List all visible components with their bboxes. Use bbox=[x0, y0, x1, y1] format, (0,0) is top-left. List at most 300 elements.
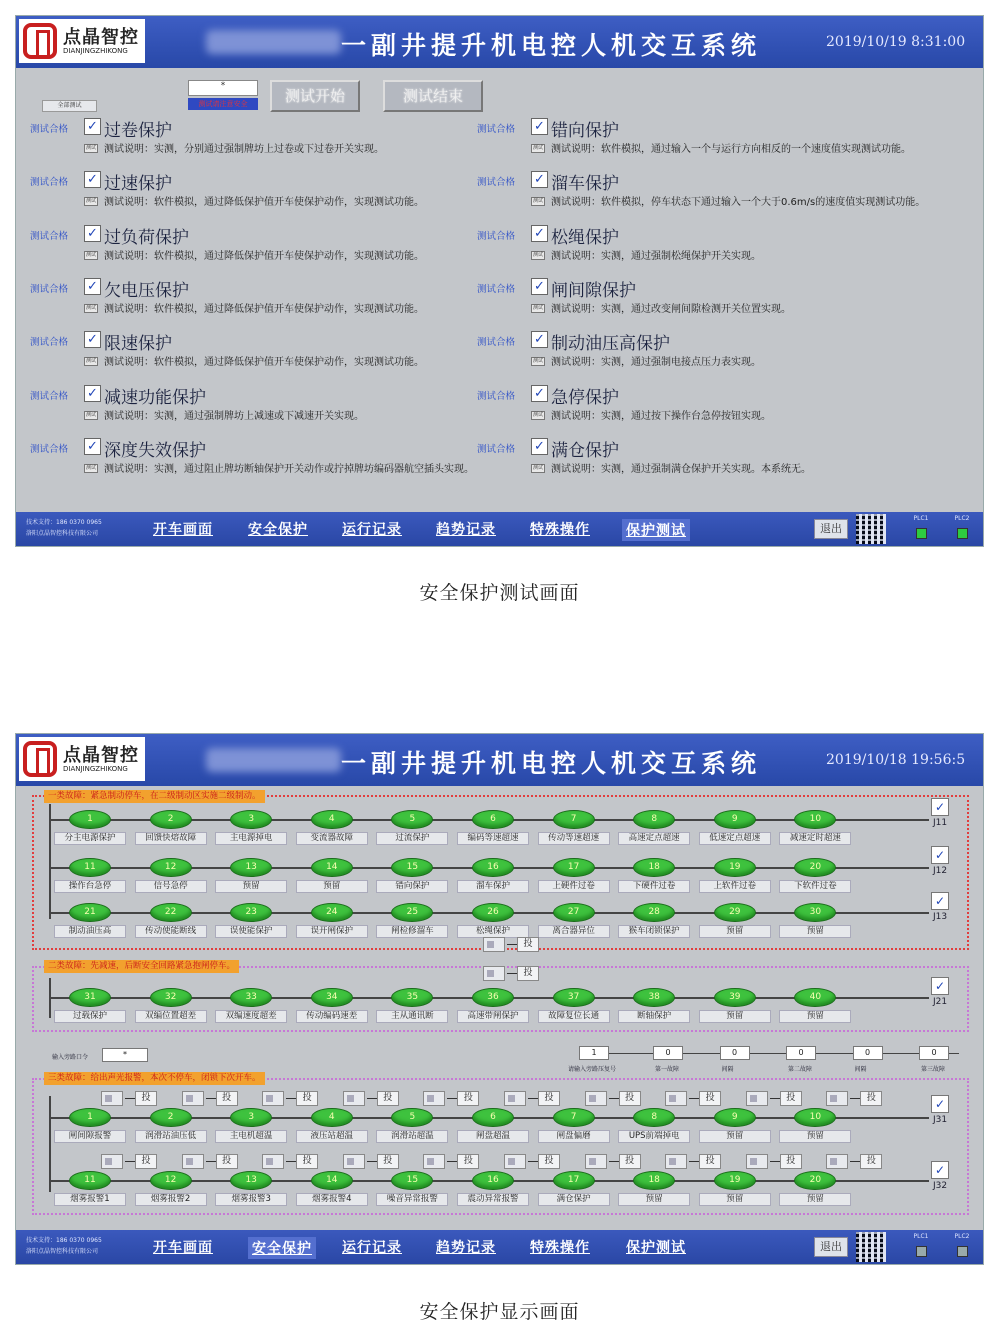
test-description: 测试说明：实测，分别通过强制牌坊上过卷或下过卷开关实现。 bbox=[104, 144, 384, 155]
fault-label: 预留 bbox=[699, 925, 771, 938]
fault-indicator-lamp: 30 bbox=[794, 903, 836, 922]
test-description: 测试说明：软件模拟，停车状态下通过输入一个大于0.6m/s的速度值实现测试功能。 bbox=[551, 197, 926, 209]
fault-indicator-lamp: 17 bbox=[553, 1171, 595, 1190]
fault-indicator-lamp: 4 bbox=[311, 810, 353, 829]
toggle-switch-icon bbox=[423, 1154, 445, 1169]
fault-label: 噪音异常报警 bbox=[376, 1193, 448, 1206]
test-checkbox[interactable]: ✓ bbox=[84, 225, 101, 242]
fault-indicator-lamp: 5 bbox=[391, 1108, 433, 1127]
fault-indicator-lamp: 22 bbox=[150, 903, 192, 922]
fault-indicator-lamp: 6 bbox=[472, 810, 514, 829]
relay-check-box[interactable] bbox=[929, 1161, 951, 1197]
fault-indicator-lamp: 32 bbox=[150, 988, 192, 1007]
protection-test-item bbox=[30, 436, 480, 486]
protection-test-item bbox=[477, 116, 927, 166]
test-pass-status: 测试合格 bbox=[477, 283, 516, 295]
bypass-toggle[interactable] bbox=[423, 1091, 479, 1106]
bypass-toggle[interactable] bbox=[182, 1091, 238, 1106]
fault-node bbox=[211, 858, 291, 898]
relay-check-box[interactable] bbox=[929, 798, 951, 834]
bypass-toggle[interactable] bbox=[483, 937, 539, 952]
fault-node bbox=[50, 858, 130, 898]
fault-indicator-lamp: 9 bbox=[714, 1108, 756, 1127]
test-end-button[interactable]: 测试结束 bbox=[383, 80, 483, 112]
bypass-toggle[interactable] bbox=[746, 1091, 802, 1106]
fault-node bbox=[372, 858, 452, 898]
exit-button[interactable]: 退出 bbox=[814, 1237, 848, 1257]
single-test-button[interactable]: 测试 bbox=[532, 358, 543, 365]
test-description: 测试说明：软件模拟，通过降低保护值开车使保护动作，实现测试功能。 bbox=[104, 250, 424, 262]
fault-indicator-lamp: 8 bbox=[633, 810, 675, 829]
toggle-label: 投 bbox=[699, 1091, 721, 1106]
fault-label: 高速定点超速 bbox=[618, 832, 690, 845]
fault-label: 传动编码速差 bbox=[296, 1010, 368, 1023]
fault-label: 预留 bbox=[779, 1193, 851, 1206]
fault-node bbox=[131, 1108, 211, 1148]
toggle-connector bbox=[850, 1161, 860, 1162]
footer-nav bbox=[16, 1230, 983, 1264]
fault-node bbox=[292, 988, 372, 1028]
redacted-mine-name bbox=[206, 30, 341, 54]
test-checkbox[interactable]: ✓ bbox=[84, 331, 101, 348]
bypass-password-label: 输入旁路口令 bbox=[52, 1054, 89, 1061]
bypass-toggle[interactable] bbox=[483, 966, 539, 981]
protection-name: 闸间隙保护 bbox=[551, 280, 636, 301]
fault-label: 烟雾报警2 bbox=[135, 1193, 207, 1206]
fault-node bbox=[775, 1108, 855, 1148]
fault-indicator-lamp: 28 bbox=[633, 903, 675, 922]
toggle-label: 投 bbox=[517, 966, 539, 981]
bypass-toggle[interactable] bbox=[262, 1154, 318, 1169]
test-pass-status: 测试合格 bbox=[30, 337, 69, 349]
logo-text: 点晶智控 bbox=[63, 27, 139, 48]
fault-node bbox=[50, 903, 130, 943]
fault-indicator-lamp: 1 bbox=[69, 1108, 111, 1127]
protection-test-item bbox=[477, 276, 927, 326]
fault-indicator-lamp: 29 bbox=[714, 903, 756, 922]
protection-name: 满仓保护 bbox=[551, 440, 619, 461]
toggle-switch-icon bbox=[504, 1154, 526, 1169]
bypass-toggle[interactable] bbox=[826, 1154, 882, 1169]
fault-node bbox=[50, 1171, 130, 1211]
protection-test-item bbox=[30, 169, 480, 219]
test-checkbox[interactable]: ✓ bbox=[84, 385, 101, 402]
fault-indicator-lamp: 16 bbox=[472, 1171, 514, 1190]
toggle-label: 投 bbox=[860, 1091, 882, 1106]
test-description: 测试说明：实测，通过按下操作台急停按钮实现。 bbox=[551, 410, 771, 422]
fault-label: 松绳保护 bbox=[457, 925, 529, 938]
protection-test-item bbox=[30, 276, 480, 326]
password-input[interactable]: * bbox=[188, 80, 258, 96]
fault-label: 预留 bbox=[699, 1010, 771, 1023]
fault-node bbox=[695, 903, 775, 943]
fault-label: 下软件过卷 bbox=[779, 880, 851, 893]
single-test-button[interactable]: 测试 bbox=[532, 145, 543, 151]
fault-node bbox=[695, 858, 775, 898]
nav-special-operation[interactable]: 特殊操作 bbox=[530, 1240, 590, 1256]
nav-safety-protection[interactable]: 安全保护 bbox=[248, 522, 308, 538]
all-test-button[interactable]: 全部测试 bbox=[42, 100, 97, 112]
fault-node bbox=[453, 1108, 533, 1148]
bypass-toggle[interactable] bbox=[343, 1154, 399, 1169]
fault-indicator-lamp: 9 bbox=[714, 810, 756, 829]
fault-node bbox=[695, 1171, 775, 1211]
toggle-connector bbox=[528, 1161, 538, 1162]
toggle-label: 投 bbox=[517, 937, 539, 952]
fault-node bbox=[372, 903, 452, 943]
toggle-connector bbox=[125, 1161, 135, 1162]
fault-indicator-lamp: 19 bbox=[714, 858, 756, 877]
company-logo bbox=[19, 19, 145, 63]
single-test-button[interactable]: 测试 bbox=[85, 251, 96, 258]
relay-check-box[interactable] bbox=[929, 1095, 951, 1131]
single-test-button[interactable]: 测试 bbox=[85, 304, 96, 311]
fault-count-label: 间隔 bbox=[721, 1066, 734, 1073]
check-icon: ✓ bbox=[931, 846, 949, 864]
fault-label: 故障复位长通 bbox=[538, 1010, 610, 1023]
fault-indicator-lamp: 15 bbox=[391, 1171, 433, 1190]
test-checkbox[interactable]: ✓ bbox=[84, 438, 101, 455]
bypass-toggle[interactable] bbox=[504, 1091, 560, 1106]
relay-check-box[interactable] bbox=[929, 846, 951, 882]
test-checkbox[interactable]: ✓ bbox=[531, 225, 548, 242]
fault-node bbox=[614, 810, 694, 850]
nav-protection-test[interactable]: 保护测试 bbox=[626, 1240, 686, 1256]
single-test-button[interactable]: 测试 bbox=[85, 464, 96, 471]
fault-indicator-lamp: 13 bbox=[230, 1171, 272, 1190]
footer-nav bbox=[16, 512, 983, 546]
fault-node bbox=[534, 858, 614, 898]
fault-label: 低速定点超速 bbox=[699, 832, 771, 845]
fault-indicator-lamp: 19 bbox=[714, 1171, 756, 1190]
company-logo bbox=[19, 737, 145, 781]
fault-indicator-lamp: 31 bbox=[69, 988, 111, 1007]
test-checkbox[interactable]: ✓ bbox=[84, 118, 101, 135]
bypass-toggle[interactable] bbox=[746, 1154, 802, 1169]
protection-name: 制动油压高保护 bbox=[551, 334, 670, 355]
fault-node bbox=[614, 903, 694, 943]
fault-node bbox=[453, 810, 533, 850]
toggle-label: 投 bbox=[135, 1154, 157, 1169]
fault-label: 溜车保护 bbox=[457, 880, 529, 893]
caption-test-screen: 安全保护测试画面 bbox=[419, 582, 580, 604]
check-icon: ✓ bbox=[931, 977, 949, 995]
logo-text: 点晶智控 bbox=[63, 745, 139, 766]
test-description: 测试说明：实测，通过强制电接点压力表实现。 bbox=[551, 357, 761, 369]
qr-code-icon bbox=[856, 514, 886, 544]
protection-test-item bbox=[30, 383, 480, 433]
fault-indicator-lamp: 20 bbox=[794, 1171, 836, 1190]
nav-trend-records[interactable]: 趋势记录 bbox=[436, 1240, 496, 1256]
toggle-connector bbox=[367, 1098, 377, 1099]
toggle-label: 投 bbox=[216, 1154, 238, 1169]
fault-indicator-lamp: 11 bbox=[69, 1171, 111, 1190]
toggle-switch-icon bbox=[483, 937, 505, 952]
test-pass-status: 测试合格 bbox=[477, 124, 516, 135]
page-title: 一副井提升机电控人机交互系统 bbox=[341, 749, 762, 778]
single-test-button[interactable]: 测试 bbox=[85, 145, 96, 151]
fault-node bbox=[534, 1171, 614, 1211]
header-bar bbox=[16, 734, 983, 786]
fault-indicator-lamp: 15 bbox=[391, 858, 433, 877]
nav-drive-screen[interactable]: 开车画面 bbox=[153, 522, 213, 538]
fault-label: 双编位置超差 bbox=[135, 1010, 207, 1023]
bypass-toggle[interactable] bbox=[101, 1154, 157, 1169]
toggle-label: 投 bbox=[538, 1154, 560, 1169]
toggle-switch-icon bbox=[746, 1154, 768, 1169]
test-description: 测试说明：实测，通过强制松绳保护开关实现。 bbox=[551, 250, 761, 262]
fault-label: 信号急停 bbox=[135, 880, 207, 893]
fault-label: 闸间隙报警 bbox=[54, 1130, 126, 1143]
test-start-button[interactable]: 测试开始 bbox=[270, 80, 360, 112]
fault-node bbox=[614, 988, 694, 1028]
test-checkbox[interactable]: ✓ bbox=[84, 171, 101, 188]
fault-label: 下硬件过卷 bbox=[618, 880, 690, 893]
fault-node bbox=[775, 858, 855, 898]
relay-check-box[interactable] bbox=[929, 892, 951, 928]
fault-indicator-lamp: 14 bbox=[311, 1171, 353, 1190]
fault-label: 闸盘超温 bbox=[457, 1130, 529, 1143]
bypass-toggle[interactable] bbox=[182, 1154, 238, 1169]
single-test-button[interactable]: 测试 bbox=[532, 251, 543, 258]
toggle-connector bbox=[206, 1161, 216, 1162]
fault-node bbox=[292, 1108, 372, 1148]
fault-indicator-lamp: 2 bbox=[150, 1108, 192, 1127]
page-title: 一副井提升机电控人机交互系统 bbox=[341, 31, 762, 60]
toggle-label: 投 bbox=[780, 1091, 802, 1106]
toggle-switch-icon bbox=[182, 1091, 204, 1106]
test-description: 测试说明：软件模拟，通过降低保护值开车使保护动作，实现测试功能。 bbox=[104, 197, 424, 209]
single-test-button[interactable]: 测试 bbox=[85, 358, 96, 365]
fault-label: 误开闸保护 bbox=[296, 925, 368, 938]
test-checkbox[interactable]: ✓ bbox=[531, 278, 548, 295]
test-checkbox[interactable]: ✓ bbox=[84, 278, 101, 295]
fault-indicator-lamp: 7 bbox=[553, 810, 595, 829]
fault-node bbox=[131, 858, 211, 898]
fault-label: 传动使能断线 bbox=[135, 925, 207, 938]
fault-node bbox=[50, 810, 130, 850]
protection-test-item bbox=[477, 169, 927, 219]
test-pass-status: 测试合格 bbox=[477, 177, 516, 189]
protection-name: 松绳保护 bbox=[551, 227, 619, 248]
toggle-switch-icon bbox=[483, 966, 505, 981]
relay-label: J11 bbox=[932, 818, 948, 828]
nav-drive-screen[interactable]: 开车画面 bbox=[153, 1240, 213, 1256]
toggle-label: 投 bbox=[377, 1154, 399, 1169]
fault-label: 预留 bbox=[215, 880, 287, 893]
fault-node bbox=[534, 988, 614, 1028]
single-test-button[interactable]: 测试 bbox=[532, 198, 543, 205]
caption-display-screen: 安全保护显示画面 bbox=[419, 1301, 580, 1323]
protection-test-item bbox=[477, 223, 927, 273]
relay-label: J32 bbox=[932, 1181, 948, 1191]
fault-label: 烟雾报警4 bbox=[296, 1193, 368, 1206]
toggle-connector bbox=[367, 1161, 377, 1162]
fault-label: 离合器异位 bbox=[538, 925, 610, 938]
toggle-label: 投 bbox=[860, 1154, 882, 1169]
toggle-label: 投 bbox=[216, 1091, 238, 1106]
nav-special-operation[interactable]: 特殊操作 bbox=[530, 522, 590, 538]
fault-count-label: 第三故障 bbox=[921, 1066, 946, 1073]
fault-indicator-lamp: 14 bbox=[311, 858, 353, 877]
relay-label: J21 bbox=[932, 997, 948, 1007]
nav-run-records[interactable]: 运行记录 bbox=[342, 1240, 402, 1256]
fault-label: 误使能保护 bbox=[215, 925, 287, 938]
relay-label: J31 bbox=[932, 1115, 948, 1125]
fault-label: 润滑站油压低 bbox=[135, 1130, 207, 1143]
toggle-label: 投 bbox=[135, 1091, 157, 1106]
fault-indicator-lamp: 12 bbox=[150, 1171, 192, 1190]
fault-indicator-lamp: 25 bbox=[391, 903, 433, 922]
toggle-connector bbox=[770, 1098, 780, 1099]
bypass-toggle[interactable] bbox=[504, 1154, 560, 1169]
test-checkbox[interactable]: ✓ bbox=[531, 331, 548, 348]
toggle-switch-icon bbox=[343, 1091, 365, 1106]
fault-node bbox=[775, 903, 855, 943]
single-test-button[interactable]: 测试 bbox=[532, 464, 543, 471]
bypass-toggle[interactable] bbox=[665, 1091, 721, 1106]
fault-indicator-lamp: 10 bbox=[794, 1108, 836, 1127]
test-checkbox[interactable]: ✓ bbox=[531, 171, 548, 188]
toggle-switch-icon bbox=[262, 1091, 284, 1106]
protection-name: 减速功能保护 bbox=[104, 387, 206, 408]
fault-label: 双编速度超差 bbox=[215, 1010, 287, 1023]
bypass-toggle[interactable] bbox=[826, 1091, 882, 1106]
test-pass-status: 测试合格 bbox=[477, 337, 516, 349]
bypass-toggle[interactable] bbox=[423, 1154, 479, 1169]
plc2-status: PLC2 bbox=[949, 1233, 975, 1257]
test-checkbox[interactable]: ✓ bbox=[531, 118, 548, 135]
logo-mark-icon bbox=[23, 741, 57, 777]
bypass-toggle[interactable] bbox=[262, 1091, 318, 1106]
protection-name: 错向保护 bbox=[551, 121, 619, 141]
test-checkbox[interactable]: ✓ bbox=[531, 438, 548, 455]
single-test-button[interactable]: 测试 bbox=[532, 304, 543, 311]
protection-test-item bbox=[30, 223, 480, 273]
bypass-toggle[interactable] bbox=[343, 1091, 399, 1106]
fault-node bbox=[614, 1171, 694, 1211]
class1-fault-banner: 一类故障：紧急制动停车，在二级制动区实施二级制动。 bbox=[44, 790, 265, 803]
nav-run-records[interactable]: 运行记录 bbox=[342, 522, 402, 538]
fault-node bbox=[292, 810, 372, 850]
test-pass-status: 测试合格 bbox=[30, 230, 69, 242]
fault-label: 预留 bbox=[779, 1130, 851, 1143]
fault-node bbox=[211, 988, 291, 1028]
fault-node bbox=[775, 810, 855, 850]
relay-check-box[interactable] bbox=[929, 977, 951, 1013]
fault-node bbox=[453, 1171, 533, 1211]
toggle-connector bbox=[609, 1098, 619, 1099]
protection-test-item bbox=[477, 436, 927, 486]
exit-button[interactable]: 退出 bbox=[814, 519, 848, 539]
toggle-switch-icon bbox=[665, 1091, 687, 1106]
toggle-connector bbox=[770, 1161, 780, 1162]
nav-trend-records[interactable]: 趋势记录 bbox=[436, 522, 496, 538]
toggle-switch-icon bbox=[585, 1091, 607, 1106]
fault-indicator-lamp: 34 bbox=[311, 988, 353, 1007]
test-description: 测试说明：实测，通过阻止牌坊断轴保护开关动作或拧掉牌坊编码器航空插头实现。 bbox=[104, 463, 474, 475]
bypass-toggle[interactable] bbox=[585, 1091, 641, 1106]
fault-node bbox=[211, 903, 291, 943]
fault-node bbox=[372, 988, 452, 1028]
fault-label: 变流器故障 bbox=[296, 832, 368, 845]
toggle-label: 投 bbox=[377, 1091, 399, 1106]
fault-node bbox=[131, 810, 211, 850]
plc2-led-icon bbox=[957, 1246, 968, 1257]
check-icon: ✓ bbox=[931, 798, 949, 816]
bypass-toggle[interactable] bbox=[101, 1091, 157, 1106]
fault-label: 烟雾报警3 bbox=[215, 1193, 287, 1206]
fault-node bbox=[372, 1171, 452, 1211]
fault-indicator-lamp: 26 bbox=[472, 903, 514, 922]
test-description: 测试说明：软件模拟，通过输入一个与运行方向相反的一个速度值实现测试功能。 bbox=[551, 144, 911, 155]
single-test-button[interactable]: 测试 bbox=[532, 411, 543, 418]
support-info: 技术支持：186 0370 0965 洛阳点晶智控科技有限公司 bbox=[26, 1237, 102, 1255]
fault-label: 震动异常报警 bbox=[457, 1193, 529, 1206]
toggle-label: 投 bbox=[457, 1154, 479, 1169]
test-pass-status: 测试合格 bbox=[477, 390, 516, 402]
fault-count-label: 间隔 bbox=[854, 1066, 867, 1073]
fault-label: 预留 bbox=[296, 880, 368, 893]
nav-safety-protection[interactable]: 安全保护 bbox=[248, 1237, 316, 1259]
fault-label: 编码等速超速 bbox=[457, 832, 529, 845]
fault-count-field: 0 bbox=[786, 1046, 816, 1060]
fault-indicator-lamp: 27 bbox=[553, 903, 595, 922]
qr-code-icon bbox=[856, 1232, 886, 1262]
plc1-status: PLC1 bbox=[908, 1233, 934, 1257]
fault-node bbox=[50, 988, 130, 1028]
fault-node bbox=[131, 903, 211, 943]
fault-label: 润滑站超温 bbox=[376, 1130, 448, 1143]
toggle-switch-icon bbox=[746, 1091, 768, 1106]
fault-indicator-lamp: 8 bbox=[633, 1108, 675, 1127]
bypass-password-input[interactable]: * bbox=[102, 1048, 148, 1062]
fault-label: 传动等速超速 bbox=[538, 832, 610, 845]
test-checkbox[interactable]: ✓ bbox=[531, 385, 548, 402]
fault-node bbox=[534, 810, 614, 850]
toggle-label: 投 bbox=[296, 1091, 318, 1106]
fault-indicator-lamp: 3 bbox=[230, 810, 272, 829]
fault-node bbox=[534, 1108, 614, 1148]
single-test-button[interactable]: 测试 bbox=[85, 411, 96, 418]
plc1-status: PLC1 bbox=[908, 515, 934, 539]
fault-indicator-lamp: 12 bbox=[150, 858, 192, 877]
fault-node bbox=[695, 988, 775, 1028]
test-pass-status: 测试合格 bbox=[30, 443, 69, 455]
fault-label: 闸检修溜车 bbox=[376, 925, 448, 938]
fault-label: 高速带闸保护 bbox=[457, 1010, 529, 1023]
protection-name: 深度失效保护 bbox=[104, 440, 206, 461]
bypass-toggle[interactable] bbox=[585, 1154, 641, 1169]
bypass-toggle[interactable] bbox=[665, 1154, 721, 1169]
check-icon: ✓ bbox=[931, 1161, 949, 1179]
fault-node bbox=[131, 988, 211, 1028]
fault-indicator-lamp: 33 bbox=[230, 988, 272, 1007]
fault-indicator-lamp: 40 bbox=[794, 988, 836, 1007]
fault-indicator-lamp: 6 bbox=[472, 1108, 514, 1127]
toggle-connector bbox=[286, 1098, 296, 1099]
single-test-button[interactable]: 测试 bbox=[85, 198, 96, 205]
nav-protection-test[interactable]: 保护测试 bbox=[622, 519, 690, 541]
test-pass-status: 测试合格 bbox=[30, 124, 69, 135]
bypass-reset-input[interactable]: 1 bbox=[579, 1046, 609, 1060]
fault-label: 制动油压高 bbox=[54, 925, 126, 938]
fault-indicator-lamp: 20 bbox=[794, 858, 836, 877]
fault-indicator-lamp: 7 bbox=[553, 1108, 595, 1127]
fault-indicator-lamp: 11 bbox=[69, 858, 111, 877]
fault-label: 液压站超温 bbox=[296, 1130, 368, 1143]
class3-fault-banner: 三类故障：给出声光报警，本次不停车，闭锁下次开车。 bbox=[44, 1072, 265, 1085]
